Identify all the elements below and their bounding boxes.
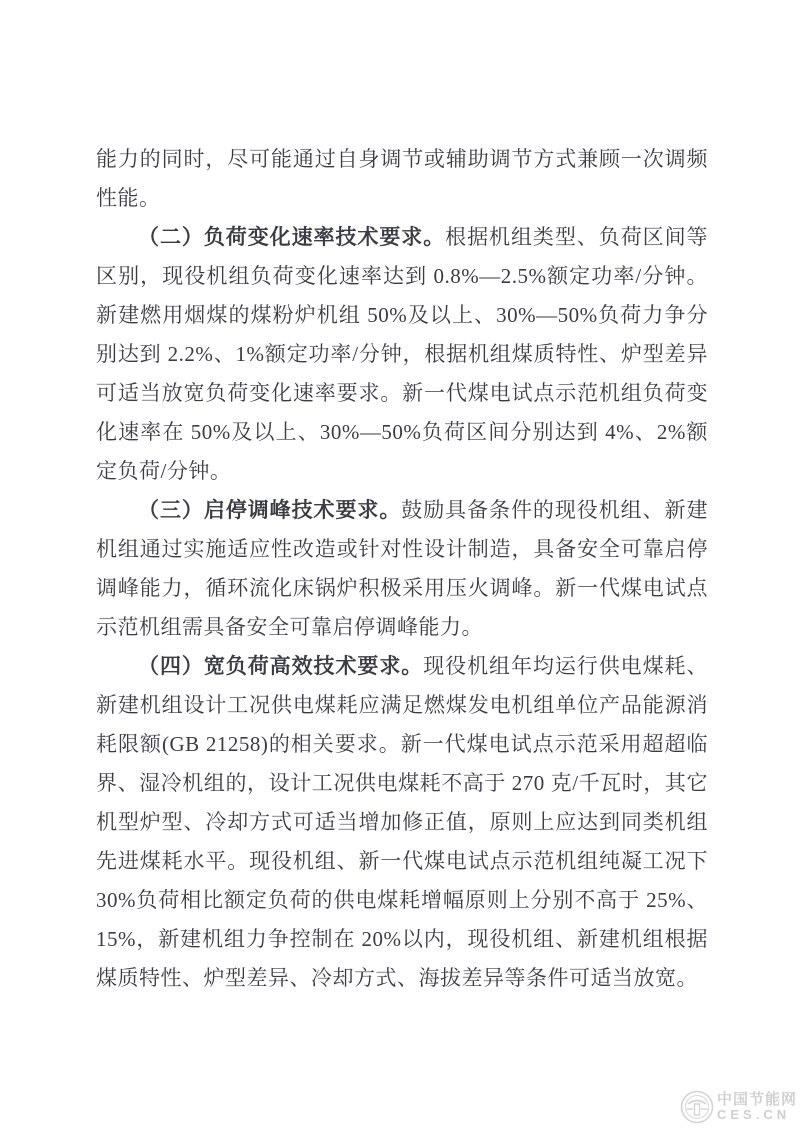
watermark-site-domain: CES.CN bbox=[716, 1107, 791, 1123]
paragraph-continuation bbox=[96, 140, 708, 218]
ces-logo-icon bbox=[680, 1090, 714, 1124]
paragraph-item-3 bbox=[96, 491, 708, 647]
paragraph-heading: （三）启停调峰技术要求。 bbox=[138, 498, 402, 522]
paragraph-heading: （二）负荷变化速率技术要求。 bbox=[138, 225, 446, 249]
ces-watermark bbox=[680, 1090, 797, 1124]
paragraph-text: 鼓励具备条件的现役机组、新建机组通过实施适应性改造或针对性设计制造，具备安全可靠启停调峰能力，循环流化床锅炉积极采用压火调峰。新一代煤电试点示范机组需具备安全可靠启停调峰能力。 bbox=[96, 498, 709, 639]
paragraph-text: 现役机组年均运行供电煤耗、新建机组设计工况供电煤耗应满足燃煤发电机组单位产品能源消耗限额(GB 21258)的相关要求。新一代煤电试点示范采用超超临界、湿冷机组的，设计工况供电煤耗不高于 270 克/千瓦时，其它机型炉型、冷却方式可适当增加修正值，原则上应达到同类机组先进煤耗水平。现役机组、新一代煤电试点示范机组纯凝工况下 30%负荷相比额定负荷的供电煤耗增幅原则上分别不高于 25%、15%，新建机组力争控制在 20%以内，现役机组、新建机组根据煤质特性、炉型差异、冷却方式、海拔差异等条件可适当放宽。 bbox=[96, 654, 708, 990]
paragraph-text: 根据机组类型、负荷区间等区别，现役机组负荷变化速率达到 0.8%—2.5%额定功率/分钟。新建燃用烟煤的煤粉炉机组 50%及以上、30%—50%负荷力争分别达到 2.2%、1%额定功率/分钟，根据机组煤质特性、炉型差异可适当放宽负荷变化速率要求。新一代煤电试点示范机组负荷变化速率在 50%及以上、30%—50%负荷区间分别达到 4%、2%额定负荷/分钟。 bbox=[96, 225, 709, 483]
watermark-text bbox=[717, 1092, 797, 1123]
paragraph-item-2 bbox=[96, 218, 708, 491]
watermark-site-name: 中国节能网 bbox=[716, 1090, 797, 1108]
paragraph-text: 能力的同时，尽可能通过自身调节或辅助调节方式兼顾一次调频性能。 bbox=[96, 147, 708, 210]
paragraph-heading: （四）宽负荷高效技术要求。 bbox=[138, 654, 424, 678]
document-body bbox=[96, 140, 708, 998]
paragraph-item-4 bbox=[96, 647, 708, 998]
